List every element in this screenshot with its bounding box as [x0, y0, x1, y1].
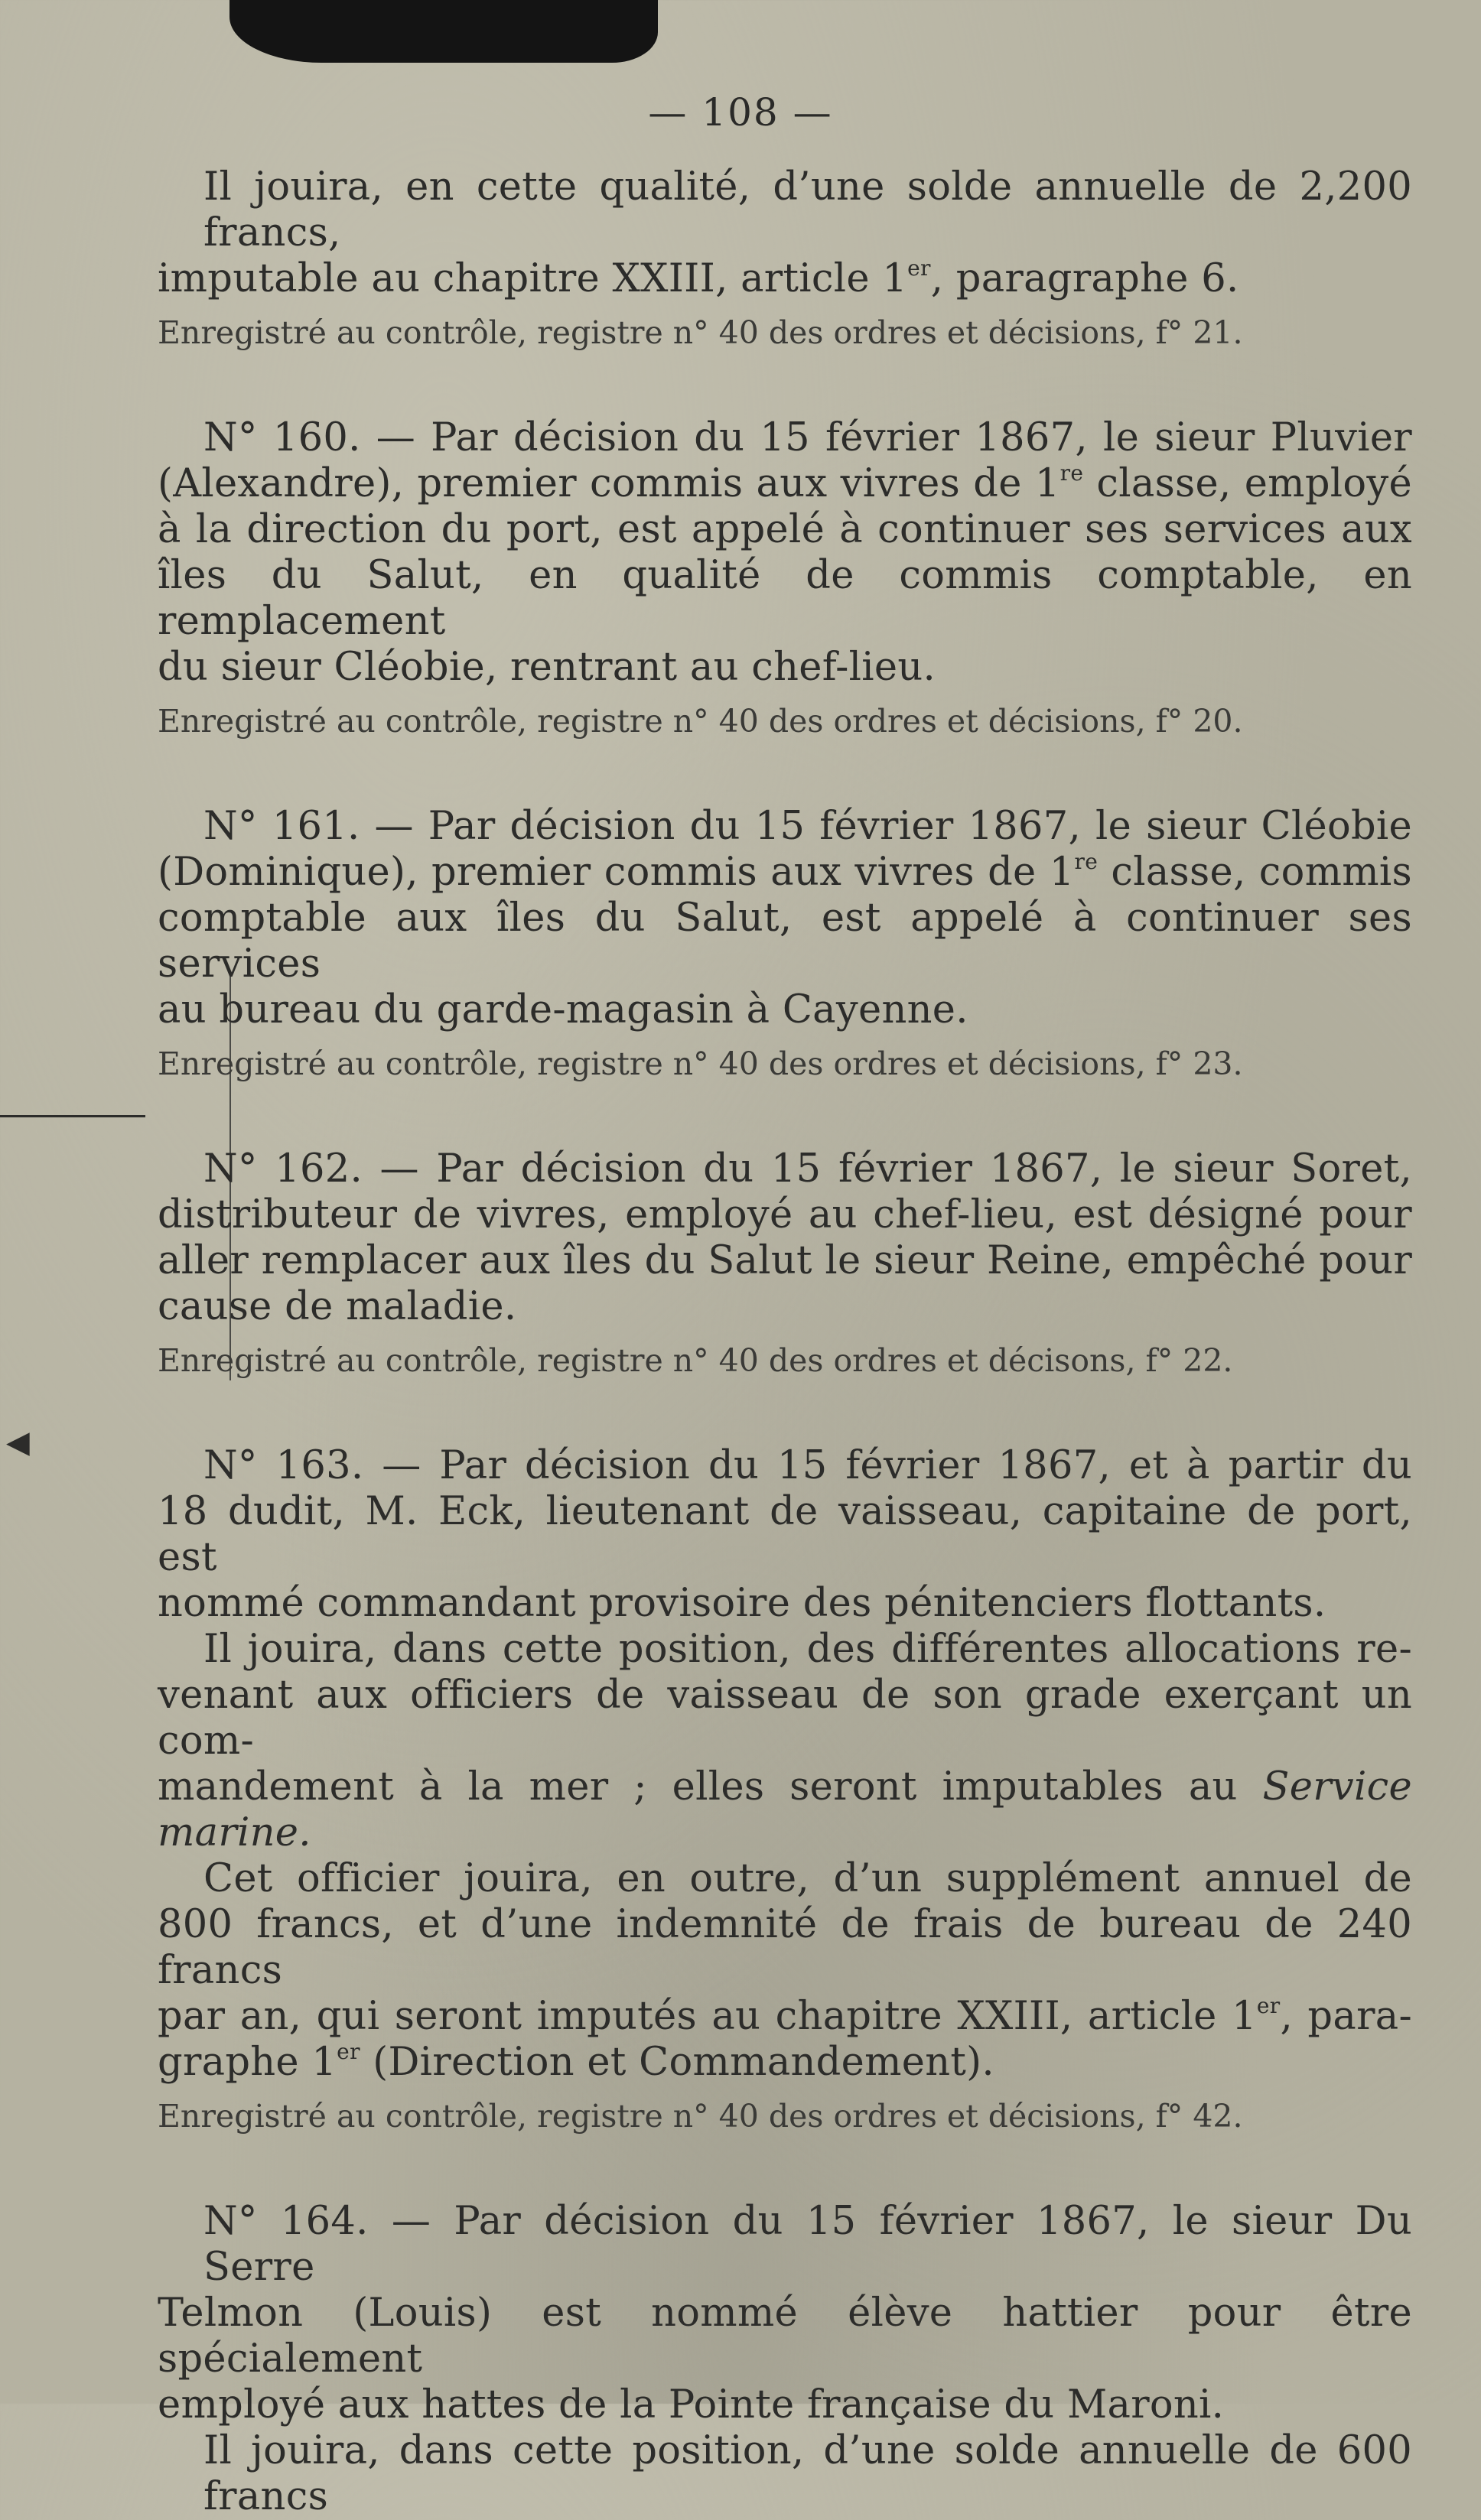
text-line: Cet officier jouira, en outre, d’un supplément annuel de [203, 1856, 1412, 1901]
page-body [158, 164, 1412, 2520]
entry-164 [158, 2199, 1412, 2520]
text-line: (Alexandre), premier commis aux vivres de 1re classe, employé [158, 460, 1412, 506]
entry-163 [158, 1443, 1412, 2139]
text-line: Il jouira, dans cette position, des différentes allocations re- [203, 1627, 1412, 1672]
text-line: mandement à la mer ; elles seront imputables au Service marine. [158, 1764, 1412, 1855]
scan-dark-blot [229, 0, 658, 63]
text-line: (Dominique), premier commis aux vivres de 1re classe, commis [158, 848, 1412, 895]
text-line: au bureau du garde-magasin à Cayenne. [158, 987, 968, 1032]
text-line: 800 francs, et d’une indemnité de frais de bureau de 240 francs [158, 1902, 1412, 1993]
text-line: du sieur Cléobie, rentrant au chef-lieu. [158, 645, 936, 690]
entry-161 [158, 804, 1412, 1087]
registration-note: Enregistré au contrôle, registre n° 40 des ordres et décisions, f° 20. [158, 703, 1243, 740]
text-line: imputable au chapitre XXIII, article 1er, paragraphe 6. [158, 255, 1239, 301]
registration-note: Enregistré au contrôle, registre n° 40 des ordres et décisons, f° 22. [158, 1342, 1233, 1379]
page-number: — 108 — [648, 90, 833, 135]
text-line: venant aux officiers de vaisseau de son grade exerçant un com- [158, 1673, 1412, 1764]
text-line: comptable aux îles du Salut, est appelé à continuer ses services [158, 896, 1412, 987]
text-line: nommé commandant provisoire des pénitenciers flottants. [158, 1581, 1326, 1626]
text-line: graphe 1er (Direction et Commandement). [158, 2038, 994, 2085]
margin-arrow-icon: ◀ [6, 1425, 30, 1460]
text-line: N° 162. — Par décision du 15 février 1867, le sieur Soret, [203, 1146, 1412, 1192]
registration-note: Enregistré au contrôle, registre n° 40 des ordres et décisions, f° 23. [158, 1045, 1243, 1082]
text-line: Telmon (Louis) est nommé élève hattier pour être spécialement [158, 2291, 1412, 2382]
text-line: Il jouira, dans cette position, d’une solde annuelle de 600 francs [203, 2428, 1412, 2519]
text-line: N° 164. — Par décision du 15 février 1867, le sieur Du Serre [203, 2199, 1412, 2290]
margin-pen-mark [0, 1115, 145, 1117]
text-line: 18 dudit, M. Eck, lieutenant de vaisseau, capitaine de port, est [158, 1489, 1412, 1580]
entry-160 [158, 415, 1412, 744]
text-line: à la direction du port, est appelé à continuer ses services aux [158, 507, 1412, 552]
text-line: employé aux hattes de la Pointe française du Maroni. [158, 2382, 1225, 2427]
text-line: Il jouira, en cette qualité, d’une solde annuelle de 2,200 francs, [203, 164, 1412, 255]
entry-162 [158, 1146, 1412, 1384]
text-line: N° 163. — Par décision du 15 février 1867, et à partir du [203, 1443, 1412, 1488]
intro-paragraph [158, 164, 1412, 356]
text-line: cause de maladie. [158, 1284, 517, 1329]
text-line: N° 161. — Par décision du 15 février 1867, le sieur Cléobie [203, 804, 1412, 849]
registration-note: Enregistré au contrôle, registre n° 40 des ordres et décisions, f° 42. [158, 2098, 1243, 2135]
registration-note: Enregistré au contrôle, registre n° 40 des ordres et décisions, f° 21. [158, 314, 1243, 351]
text-line: N° 160. — Par décision du 15 février 1867, le sieur Pluvier [203, 415, 1412, 460]
text-line: îles du Salut, en qualité de commis comptable, en remplacement [158, 553, 1412, 644]
text-line: aller remplacer aux îles du Salut le sieur Reine, empêché pour [158, 1238, 1412, 1283]
text-line: distributeur de vivres, employé au chef-lieu, est désigné pour [158, 1192, 1412, 1237]
text-line: par an, qui seront imputés au chapitre XXIII, article 1er, para- [158, 1992, 1412, 2039]
